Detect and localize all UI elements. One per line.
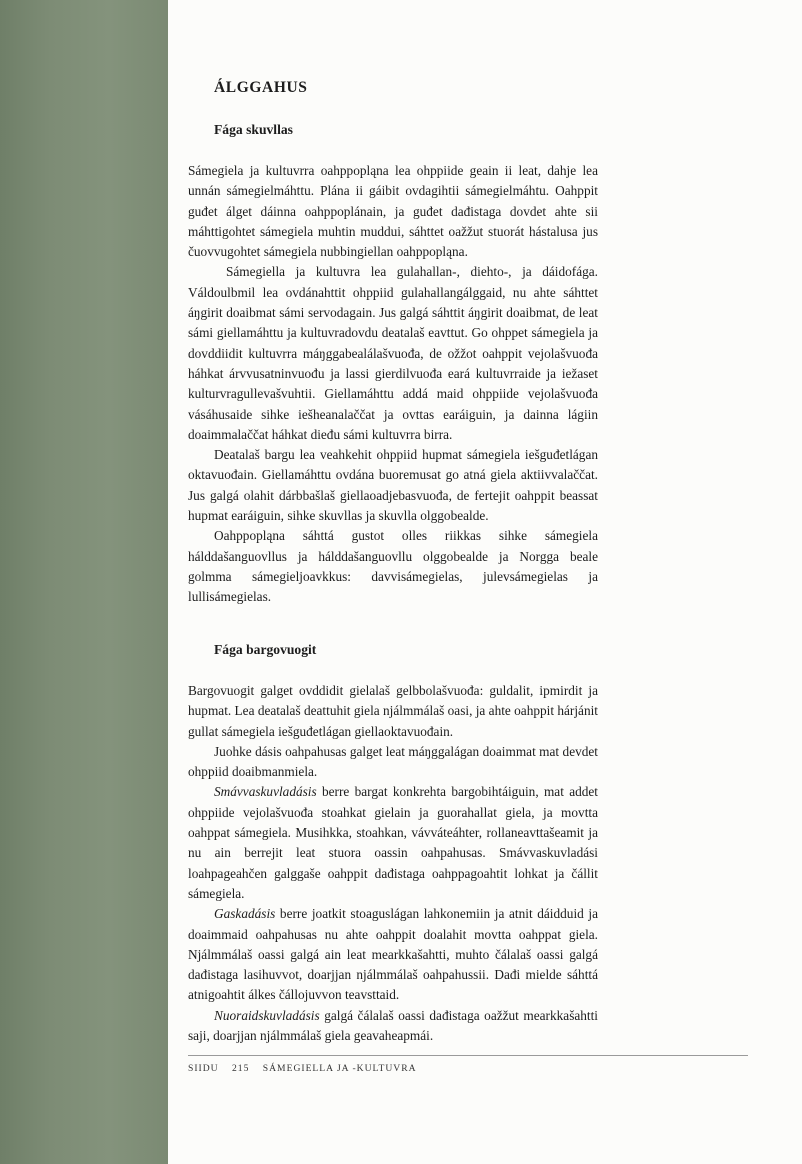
paragraph [188,1006,598,1047]
page-heading: ÁLGGAHUS [214,79,308,96]
paragraph: Juohke dásis oahpahusas galget leat máŋggalágan doaimmat mat devdet ohppiid doaibmanmiela. [188,743,598,780]
section-title-skuvllas: Fága skuvllas [214,122,293,137]
paragraph-text: berre joatkit stoaguslágan lahkonemiin ja atnit dáidduid ja doaimmaid oahpahusas nu ahte oahppit doalahit movtta oahppat giela. Njálmmálaš oassi galgá ain leat mearkkašahtti, muhto čálalaš oassi galgá dađistaga lasihuvvot, doarjjan njálmmálaš oahpahussii. Dađi mielde sáhttá atnigoahtit álkes čállojuvvon teavsttaid. [188,906,598,1003]
paragraph-text: berre bargat konkrehta bargobihtáiguin, mat addet ohppiide vejolašvuođa stoahkat gielain ja guorahallat giela, ja movtta oahppat sámegiela. Musihkka, stoahkan, vávváteáhter, rollaneavttašeamit ja nu ain berrejit leat stuora oassin oahpahusas. Smávvaskuvladási loahpageahčen galggaše oahppit dađistaga oahppagoahtit lohkat ja čállit sámegiela. [188,784,598,901]
paragraph [188,782,598,904]
section-title-bargovuogit: Fága bargovuogit [214,642,317,657]
paragraph: Deatalaš bargu lea veahkehit ohppiid hupmat sámegiela iešguđetlágan oktavuođain. Giellamáhttu ovdána buoremusat go atná giela aktiivvalaččat. Jus galgá olahit dárbbašlaš giellaoadjebasvuođa, de fertejit oahppit beassat hupmat earáiguin, sihke skuvllas ja skuvlla olggobealde. [188,447,598,524]
footer-title: SÁMEGIELLA JA -KULTUVRA [262,1063,417,1074]
paragraph-text: galgá čálalaš oassi dađistaga oažžut mearkkašahtti saji, doarjjan njálmmálaš giela geavaheapmái. [188,1007,598,1044]
italic-term: Gaskadásis [214,906,276,922]
footer-divider [188,1055,748,1056]
paragraph [188,904,598,1005]
page-number: 215 [232,1063,250,1074]
paragraph: Sámegiella ja kultuvra lea gulahallan-, diehto-, ja dáidofága. Váldoulbmil lea ovdánahttit ohppiid gulahallangálggaid, nu ahte sáhttet áŋgirit doaibmat sámi servodagain. Jus galgá sáhttit áŋgirit doaibmat, de leat sámi giellamáhttu ja kultuvradovdu deatalaš eavttut. Go ohppet sámegiela ja dovddiidit kultuvrra máŋggabealálašvuođa, de ožžot oahppit vejolašvuođa háhkat árvvusatninvuođu ja lassi gierdilvuođa eará kultuvrraide ja iežaset kulturvragullevašvuhtii. Giellamáhttu addá maid ohppiide vejolašvuođa vásáhusaide sihke iešheanalaččat ja ovttas earáiguin, ja dainna lágiin doaimmalaččat háhkat dieđu sámi kultuvrra birra. [188,264,598,442]
paragraph: Bargovuogit galget ovddidit gielalaš gelbbolašvuođa: guldalit, ipmirdit ja hupmat. Lea deatalaš deattuhit giela njálmmálaš oasi, ja ahte oahppit hárjánit gullat sámegiela iešguđetlágan giellaoktavuođain. [188,683,598,739]
paragraph: Sámegiela ja kultuvrra oahppopląna lea ohppiide geain ii leat, dahje lea unnán sámegielmáhttu. Plána ii gáibit ovdagihtii sámegielmáhtu. Oahppit guđet álget dáinna oahppoplánain, ja guđet dađistaga dovdet ahte sii máhttigohtet sámegiela muhtin muddui, sáhttet oažžut stuorát hástalusa jus čuovvugohtet sámegiela nubbingiellan oahppopląna. [188,163,598,260]
page-footer [188,1063,427,1074]
section1-body [188,161,598,608]
italic-term: Smávvaskuvladásis [214,784,317,800]
decorative-green-margin [0,0,168,1164]
footer-label: SIIDU [188,1063,219,1074]
section2-body [188,681,598,1046]
italic-term: Nuoraidskuvladásis [214,1007,320,1023]
paragraph: Oahppopląna sáhttá gustot olles riikkas sihke sámegiela hálddašanguovllus ja hálddašanguovllu olggobealde ja Norgga beale golmma sámegieljoavkkus: davvisámegielas, julevsámegielas ja lullisámegielas. [188,528,598,605]
